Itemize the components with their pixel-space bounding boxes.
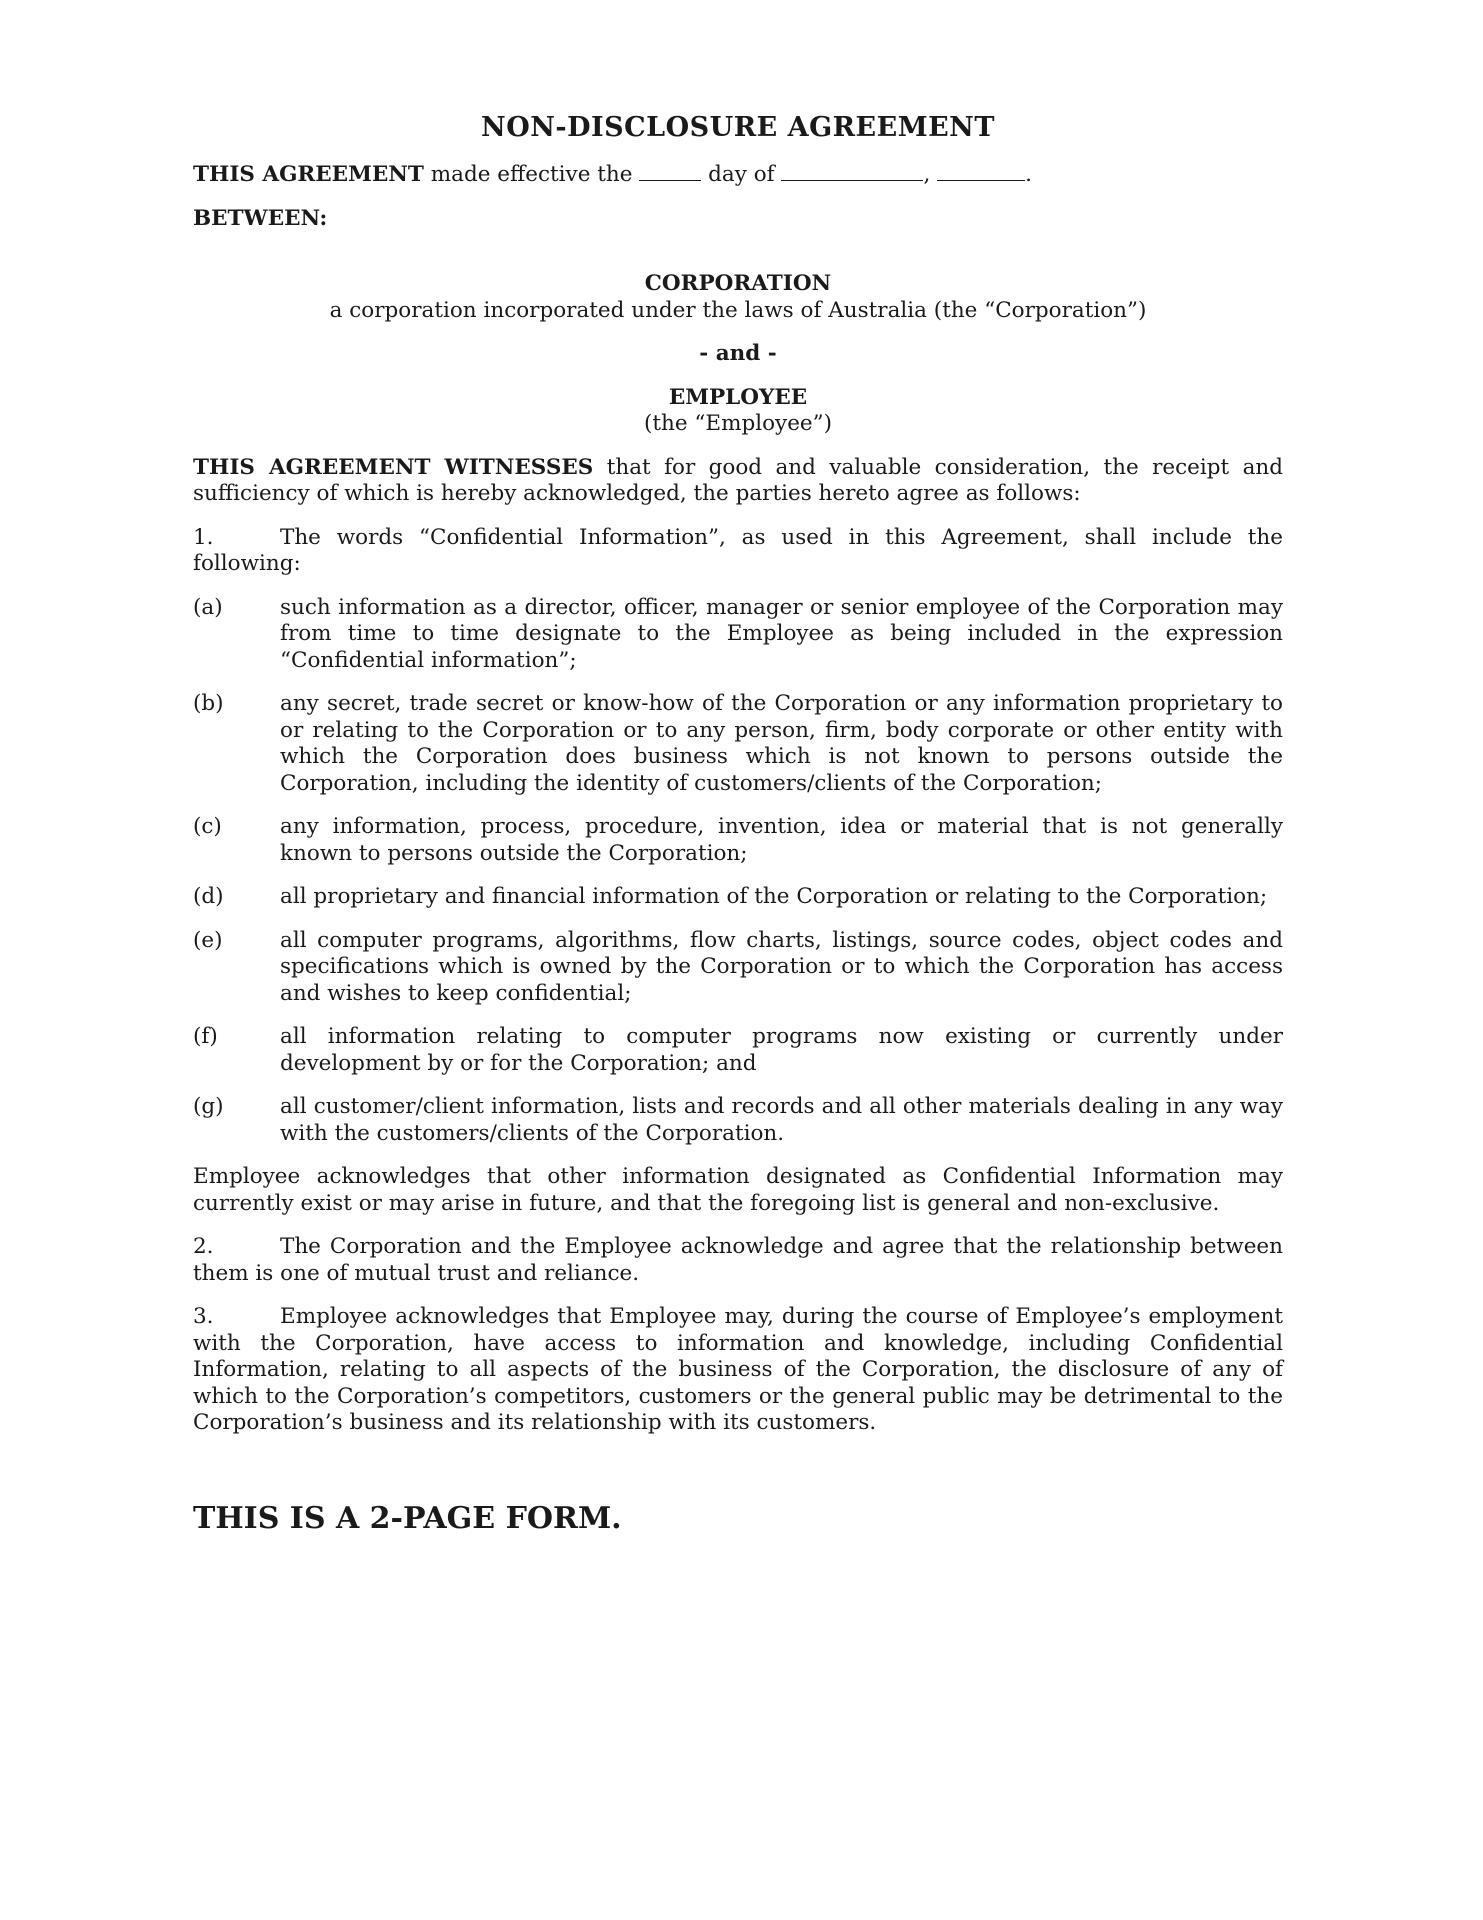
party1-desc: a corporation incorporated under the laws of Australia (the “Corporation”) [329,297,1147,323]
party2-name-text: EMPLOYEE [668,384,808,410]
and-text: - and - [699,341,777,366]
witnesses-text: that for good and valuable consideration, the receipt and sufficiency of which is hereby acknowledged, the parties hereto agree as follows: [193,454,1283,506]
list-item-label: (c) [193,814,222,839]
effective-date-line [193,160,1283,189]
list-item-label: (f) [193,1024,218,1049]
list-item-label: (a) [193,594,223,620]
document-page [193,108,1283,1536]
clause-2 [193,1234,1283,1287]
clause-1-text: The words “Confidential Information”, as used in this Agreement, shall include the following: [193,524,1283,576]
list-item-e [193,928,1283,1008]
list-item-f [193,1024,1283,1077]
effective-text-4: . [1025,162,1032,187]
between-heading [193,206,1283,233]
list-item-label: (b) [193,691,224,716]
effective-text-3: , [923,162,938,187]
and-separator [193,341,1283,368]
effective-text-1: made effective the [423,162,640,187]
clause-3 [193,1304,1283,1437]
effective-lead: THIS AGREEMENT [193,162,424,187]
party1-name [193,271,1283,298]
document-title: NON-DISCLOSURE AGREEMENT [481,112,995,143]
list-item-d [193,884,1283,911]
witnesses-paragraph [193,455,1283,508]
day-blank[interactable] [639,160,701,181]
list-item-text: such information as a director, officer, manager or senior employee of the Corporation may from time to time designate to the Employee as being included in the expression “Confidential information”; [280,594,1283,673]
list-item-label: (g) [193,1094,224,1119]
list-item-text: all customer/client information, lists and records and all other materials dealing in any way with the customers/clients of the Corporation. [280,1094,1283,1146]
acknowledge-paragraph: Employee acknowledges that other information designated as Confidential Information may currently exist or may arise in future, and that the foregoing list is general and non-exclusive. [193,1164,1283,1216]
list-item-text: all information relating to computer programs now existing or currently under development by or for the Corporation; and [280,1024,1283,1076]
year-blank[interactable] [937,160,1025,181]
clause-2-number: 2. [193,1234,214,1259]
list-item-text: any secret, trade secret or know-how of the Corporation or any information proprietary to or relating to the Corporation or to any person, firm, body corporate or other entity with which the Corporation does business which is not known to persons outside the Corporation, including the identity of customers/clients of the Corporation; [280,691,1283,796]
clause-3-text: Employee acknowledges that Employee may, during the course of Employee’s employment with the Corporation, have access to information and knowledge, including Confidential Information, relating to all aspects of the business of the Corporation, the disclosure of any of which to the Corporation’s competitors, customers or the general public may be detrimental to the Corporation’s business and its relationship with its customers. [193,1304,1283,1435]
party1-name-text: CORPORATION [644,271,832,296]
between-label: BETWEEN: [193,205,328,231]
list-item-text: all computer programs, algorithms, flow charts, listings, source codes, object codes and specifications which is owned by the Corporation or to which the Corporation has access and wishes to keep confidential; [280,927,1283,1006]
list-item-label: (e) [193,927,223,953]
party2-name [193,385,1283,412]
list-item-label: (d) [193,884,224,909]
list-item-b [193,691,1283,797]
clause-1 [193,525,1283,578]
party2-desc: (the “Employee”) [643,411,833,436]
clause-3-number: 3. [193,1304,214,1329]
page-count-note: THIS IS A 2-PAGE FORM. [193,1500,622,1536]
witnesses-lead: THIS AGREEMENT WITNESSES [193,454,594,480]
clause-1-number: 1. [193,524,214,550]
list-item-c [193,814,1283,867]
effective-text-2: day of [701,162,782,187]
list-item-text: any information, process, procedure, invention, idea or material that is not generally known to persons outside the Corporation; [280,814,1283,866]
clause-2-text: The Corporation and the Employee acknowledge and agree that the relationship between them is one of mutual trust and reliance. [193,1234,1283,1286]
list-item-a [193,595,1283,675]
list-item-g [193,1094,1283,1147]
month-blank[interactable] [781,160,923,181]
list-item-text: all proprietary and financial information of the Corporation or relating to the Corporation; [280,884,1268,909]
